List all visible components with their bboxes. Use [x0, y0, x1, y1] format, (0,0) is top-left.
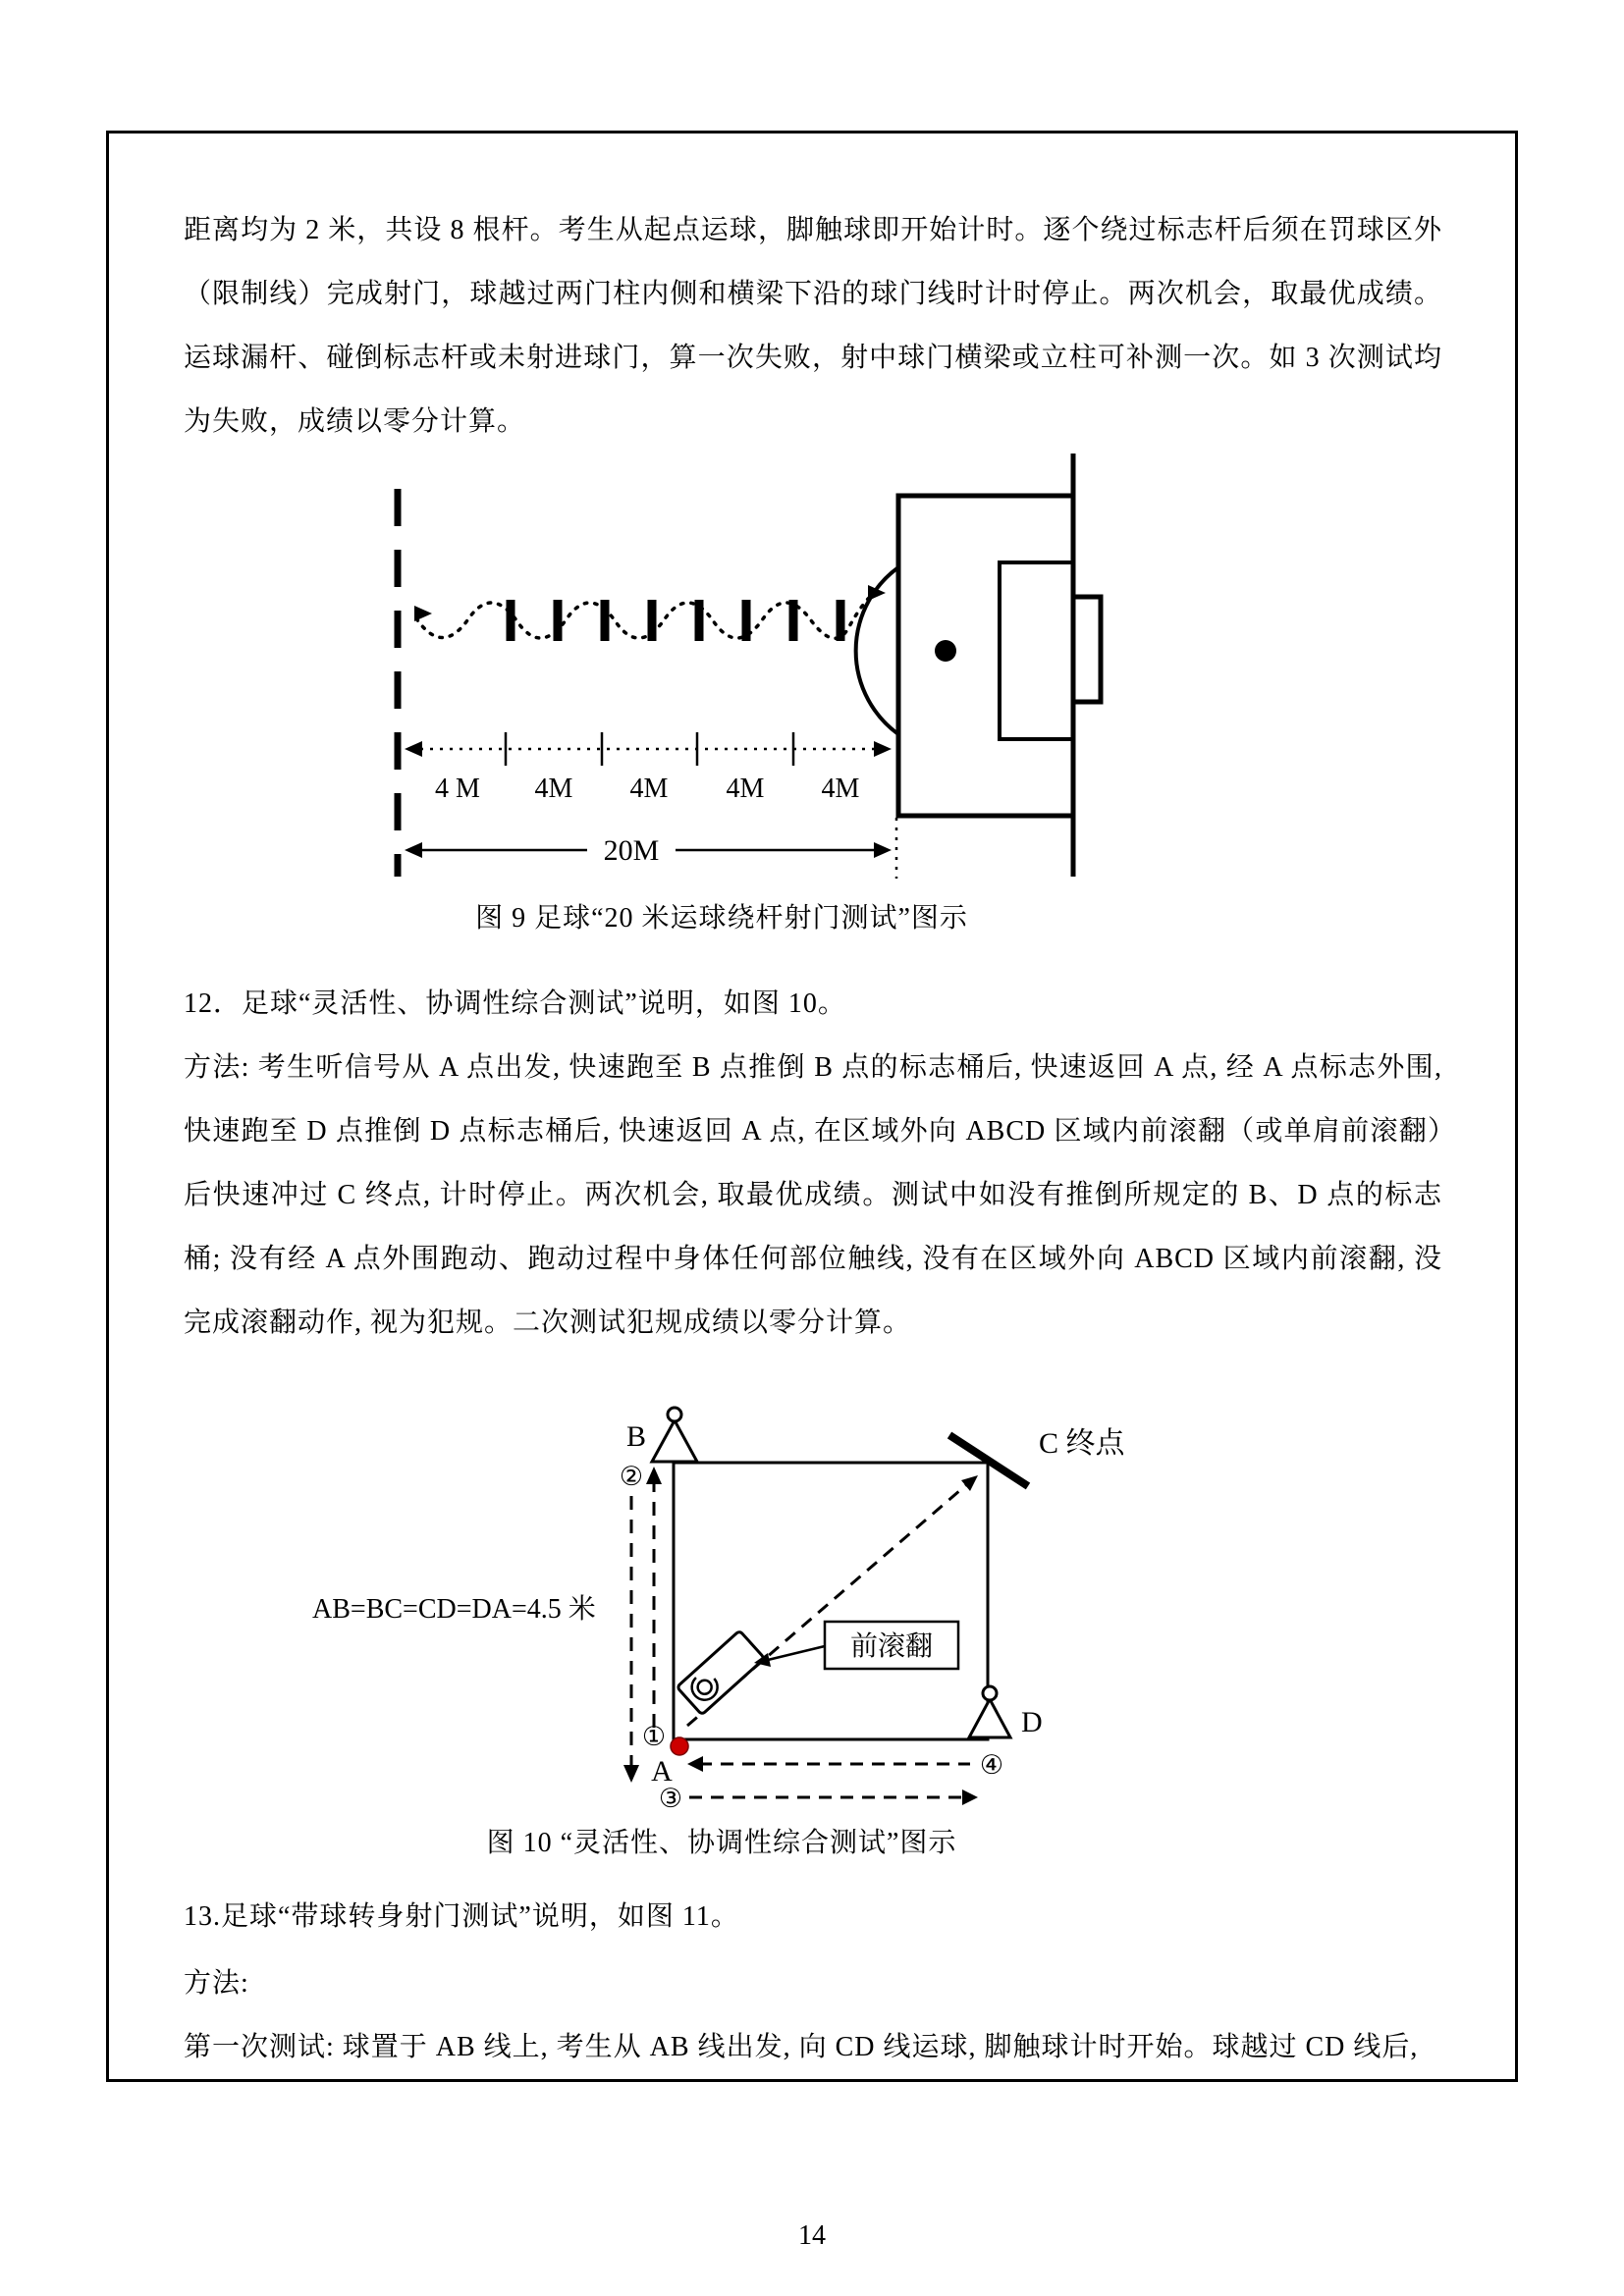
section13-first-test-line: 第一次测试: 球置于 AB 线上, 考生从 AB 线出发, 向 CD 线运球, 脚触球计时开始。球越过 CD 线后,	[184, 2032, 1419, 2062]
measure-left-arrow-icon	[405, 741, 422, 757]
left-arrow-icon	[687, 1756, 703, 1772]
segment-label-5: 4M	[821, 774, 860, 804]
label-b: B	[625, 1420, 647, 1453]
ball-icon	[935, 640, 956, 662]
figure10-caption: 图 10 “灵活性、协调性综合测试”图示	[486, 1828, 957, 1858]
total-distance-label: 20M	[603, 834, 660, 867]
marker-4: ④	[979, 1750, 1004, 1781]
segment-label-3: 4M	[629, 774, 669, 804]
goal-box	[1073, 597, 1101, 702]
path-start-arrow-icon	[414, 606, 432, 621]
marker-2: ②	[619, 1462, 644, 1492]
goal-and-penalty-area	[856, 454, 1101, 877]
section13-heading: 13.足球“带球转身射门测试”说明，如图 11。	[184, 1901, 739, 1932]
right-arrow-icon	[962, 1789, 978, 1805]
path-da-return	[687, 1750, 1003, 1781]
total-right-arrow-icon	[874, 842, 892, 858]
down-arrow-icon	[623, 1765, 639, 1783]
figure10-diagram	[0, 1399, 1624, 1821]
section12-heading: 12．足球“灵活性、协调性综合测试”说明，如图 10。	[184, 988, 846, 1019]
path-ab-inner	[646, 1467, 662, 1735]
roll-callout	[754, 1622, 958, 1669]
figure9-diagram	[0, 432, 1624, 893]
figure9-caption: 图 9 足球“20 米运球绕杆射门测试”图示	[475, 903, 968, 934]
section12-method: 方法: 考生听信号从 A 点出发, 快速跑至 B 点推倒 B 点的标志桶后, 快速返回 A 点, 经 A 点标志外围, 快速跑至 D 点推倒 D 点标志桶后, 快速返回 A 点, 在区域外向 ABCD 区域内前滚翻（或单肩前滚翻）后快速冲过 C 终点, 计时停止。两次机会, 取最优成绩。测试中如没有推倒所规定的 B、D 点的标志桶; 没有经 A 点外围跑动、跑动过程中身体任何部位触线, 没有在区域外向 ABCD 区域内前滚翻, 没完成滚翻动作, 视为犯规。二次测试犯规成绩以零分计算。	[184, 1052, 1442, 1338]
marker-3: ③	[658, 1784, 683, 1814]
goal-area-box	[1000, 562, 1073, 739]
ball-start-icon	[671, 1737, 688, 1755]
total-left-arrow-icon	[405, 842, 422, 858]
segment-label-1: 4 M	[435, 774, 480, 804]
page-number: 14	[798, 2220, 826, 2251]
segment-label-4: 4M	[726, 774, 765, 804]
intro-paragraph: 距离均为 2 米，共设 8 根杆。考生从起点运球，脚触球即开始计时。逐个绕过标志杆后须在罚球区外（限制线）完成射门，球越过两门柱内侧和横梁下沿的球门线时计时停止。两次机会，取最优成绩。运球漏杆、碰倒标志杆或未射进球门，算一次失败，射中球门横梁或立柱可补测一次。如 3 次测试均为失败，成绩以零分计算。	[184, 215, 1442, 437]
segment-label-2: 4M	[534, 774, 573, 804]
segment-measure	[405, 732, 892, 804]
roll-label: 前滚翻	[849, 1631, 934, 1662]
marker-1: ①	[641, 1722, 667, 1752]
cone-b-icon	[652, 1408, 697, 1462]
measure-right-arrow-icon	[874, 741, 892, 757]
total-measure	[405, 818, 896, 879]
label-c-finish: C 终点	[1039, 1427, 1125, 1460]
dimension-label: AB=BC=CD=DA=4.5 米	[312, 1594, 596, 1625]
label-d: D	[1021, 1706, 1043, 1738]
label-a: A	[651, 1755, 673, 1788]
path-ab-outer	[620, 1462, 643, 1783]
path-ad	[659, 1784, 978, 1814]
cone-d-icon	[969, 1686, 1010, 1737]
up-arrow-icon	[646, 1467, 662, 1484]
slalom-poles	[507, 600, 845, 641]
forward-roll-icon	[677, 1630, 764, 1715]
penalty-box	[898, 496, 1073, 816]
section13-method-label: 方法:	[184, 1968, 249, 1999]
diagonal-arrow-icon	[961, 1475, 978, 1491]
